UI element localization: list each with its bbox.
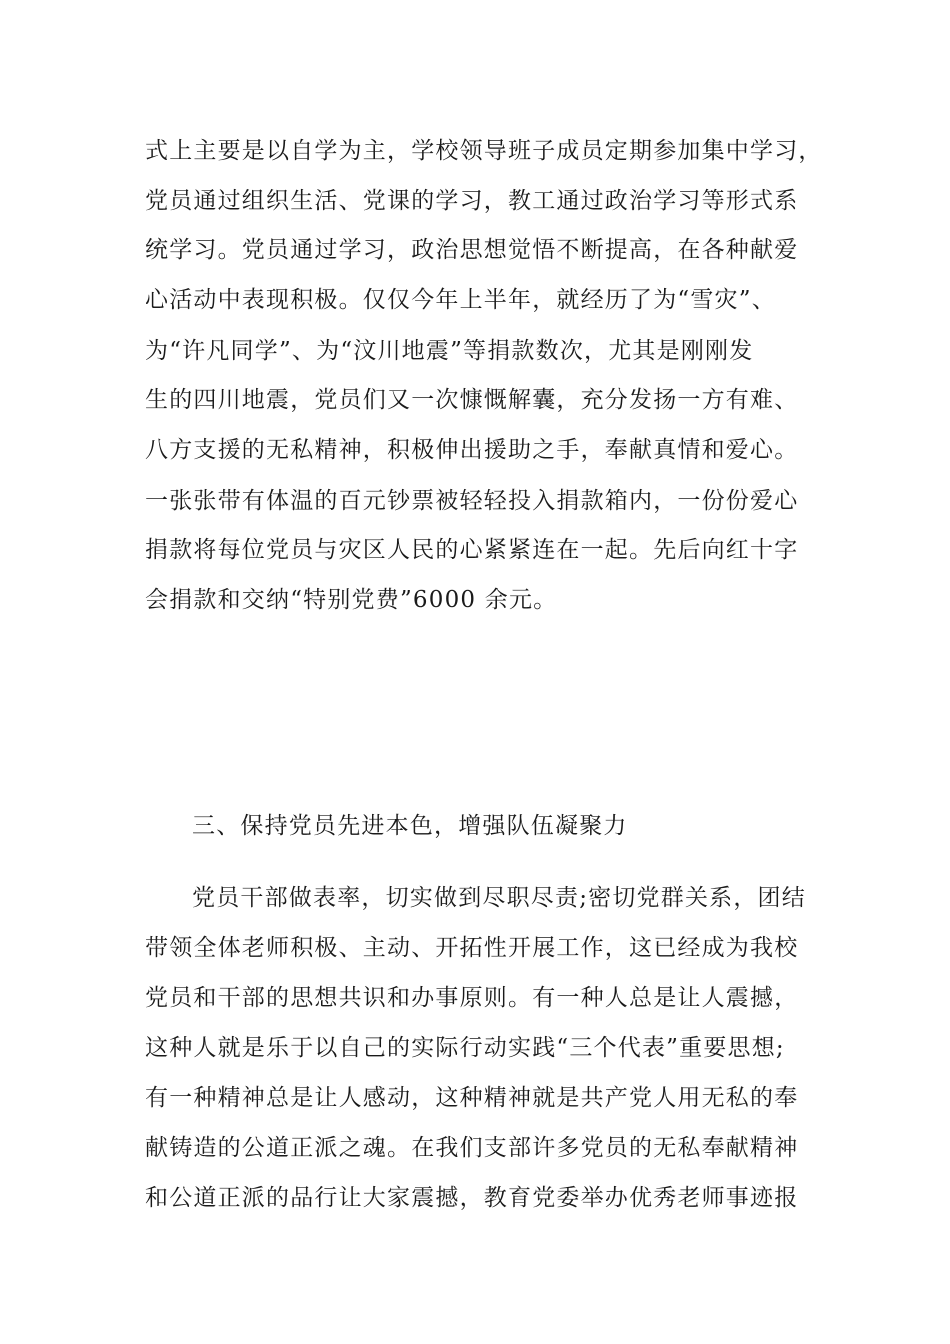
text-line: 党员和干部的思想共识和办事原则。有一种人总是让人震撼，	[145, 985, 799, 1011]
text-line: 会捐款和交纳“特别党费”6000 余元。	[145, 587, 558, 613]
text-line: 党员通过组织生活、党课的学习，教工通过政治学习等形式系	[145, 188, 799, 214]
text-line: 为“许凡同学”、为“汶川地震”等捐款数次，尤其是刚刚发	[145, 338, 754, 364]
text-line: 捐款将每位党员与灾区人民的心紧紧连在一起。先后向红十字	[145, 537, 799, 563]
text-line: 带领全体老师积极、主动、开拓性开展工作，这已经成为我校	[145, 935, 799, 961]
text-line: 有一种精神总是让人感动，这种精神就是共产党人用无私的奉	[145, 1085, 799, 1111]
text-line: 心活动中表现积极。仅仅今年上半年，就经历了为“雪灾”、	[145, 287, 776, 313]
text-line: 一张张带有体温的百元钞票被轻轻投入捐款箱内，一份份爱心	[145, 488, 799, 514]
text-line: 献铸造的公道正派之魂。在我们支部许多党员的无私奉献精神	[145, 1135, 799, 1161]
text-line: 和公道正派的品行让大家震撼，教育党委举办优秀老师事迹报	[145, 1185, 799, 1211]
text-line: 这种人就是乐于以自己的实际行动实践“三个代表”重要思想;	[145, 1035, 785, 1061]
text-line: 八方支援的无私精神，积极伸出援助之手，奉献真情和爱心。	[145, 437, 799, 463]
text-line: 党员干部做表率，切实做到尽职尽责;密切党群关系，团结	[192, 885, 806, 911]
text-line: 式上主要是以自学为主，学校领导班子成员定期参加集中学习，	[145, 138, 823, 164]
section-heading: 三、保持党员先进本色，增强队伍凝聚力	[192, 813, 628, 839]
text-line: 统学习。党员通过学习，政治思想觉悟不断提高，在各种献爱	[145, 237, 799, 263]
text-line: 生的四川地震，党员们又一次慷慨解囊，充分发扬一方有难、	[145, 387, 799, 413]
